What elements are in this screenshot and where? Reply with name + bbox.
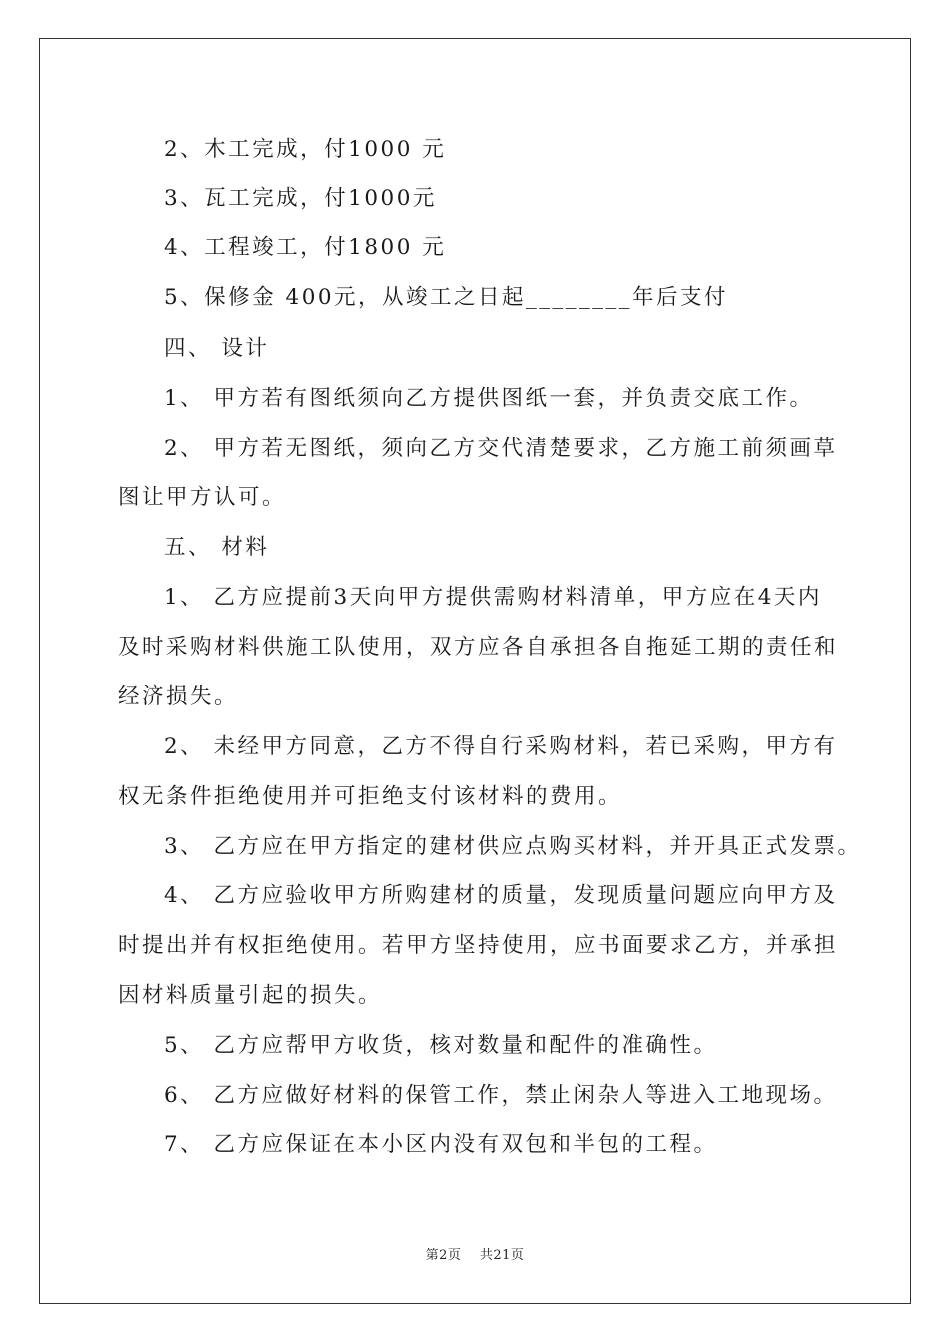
section-heading: 五、 材料 <box>164 535 270 560</box>
section-heading: 四、 设计 <box>164 336 270 361</box>
paragraph-line: 4、工程竣工，付1800 元 <box>164 235 447 260</box>
paragraph-line: 1、 甲方若有图纸须向乙方提供图纸一套，并负责交底工作。 <box>164 386 814 411</box>
paragraph-line: 2、 未经甲方同意，乙方不得自行采购材料，若已采购，甲方有 <box>164 734 838 759</box>
paragraph-line: 时提出并有权拒绝使用。若甲方坚持使用，应书面要求乙方，并承担 <box>118 933 839 958</box>
page-frame <box>39 38 911 1304</box>
paragraph-line: 3、瓦工完成，付1000元 <box>164 186 437 211</box>
paragraph-line: 6、 乙方应做好材料的保管工作，禁止闲杂人等进入工地现场。 <box>164 1083 838 1108</box>
paragraph-line: 5、保修金 400元，从竣工之日起________年后支付 <box>164 285 729 310</box>
paragraph-line: 7、 乙方应保证在本小区内没有双包和半包的工程。 <box>164 1132 718 1157</box>
paragraph-line: 2、木工完成，付1000 元 <box>164 137 447 162</box>
paragraph-line: 图让甲方认可。 <box>118 485 287 510</box>
paragraph-line: 经济损失。 <box>118 684 239 709</box>
paragraph-line: 因材料质量引起的损失。 <box>118 983 383 1008</box>
paragraph-line: 及时采购材料供施工队使用，双方应各自承担各自拖延工期的责任和 <box>118 635 839 660</box>
paragraph-line: 3、 乙方应在甲方指定的建材供应点购买材料，并开具正式发票。 <box>164 834 862 859</box>
page-footer <box>0 1244 950 1263</box>
paragraph-line: 2、 甲方若无图纸，须向乙方交代清楚要求，乙方施工前须画草 <box>164 436 838 461</box>
paragraph-line: 权无条件拒绝使用并可拒绝支付该材料的费用。 <box>118 784 623 809</box>
page-number: 第2页 共21页 <box>425 1248 525 1263</box>
paragraph-line: 4、 乙方应验收甲方所购建材的质量，发现质量问题应向甲方及 <box>164 883 838 908</box>
paragraph-line: 5、 乙方应帮甲方收货，核对数量和配件的准确性。 <box>164 1033 718 1058</box>
paragraph-line: 1、 乙方应提前3天向甲方提供需购材料清单，甲方应在4天内 <box>164 585 822 610</box>
